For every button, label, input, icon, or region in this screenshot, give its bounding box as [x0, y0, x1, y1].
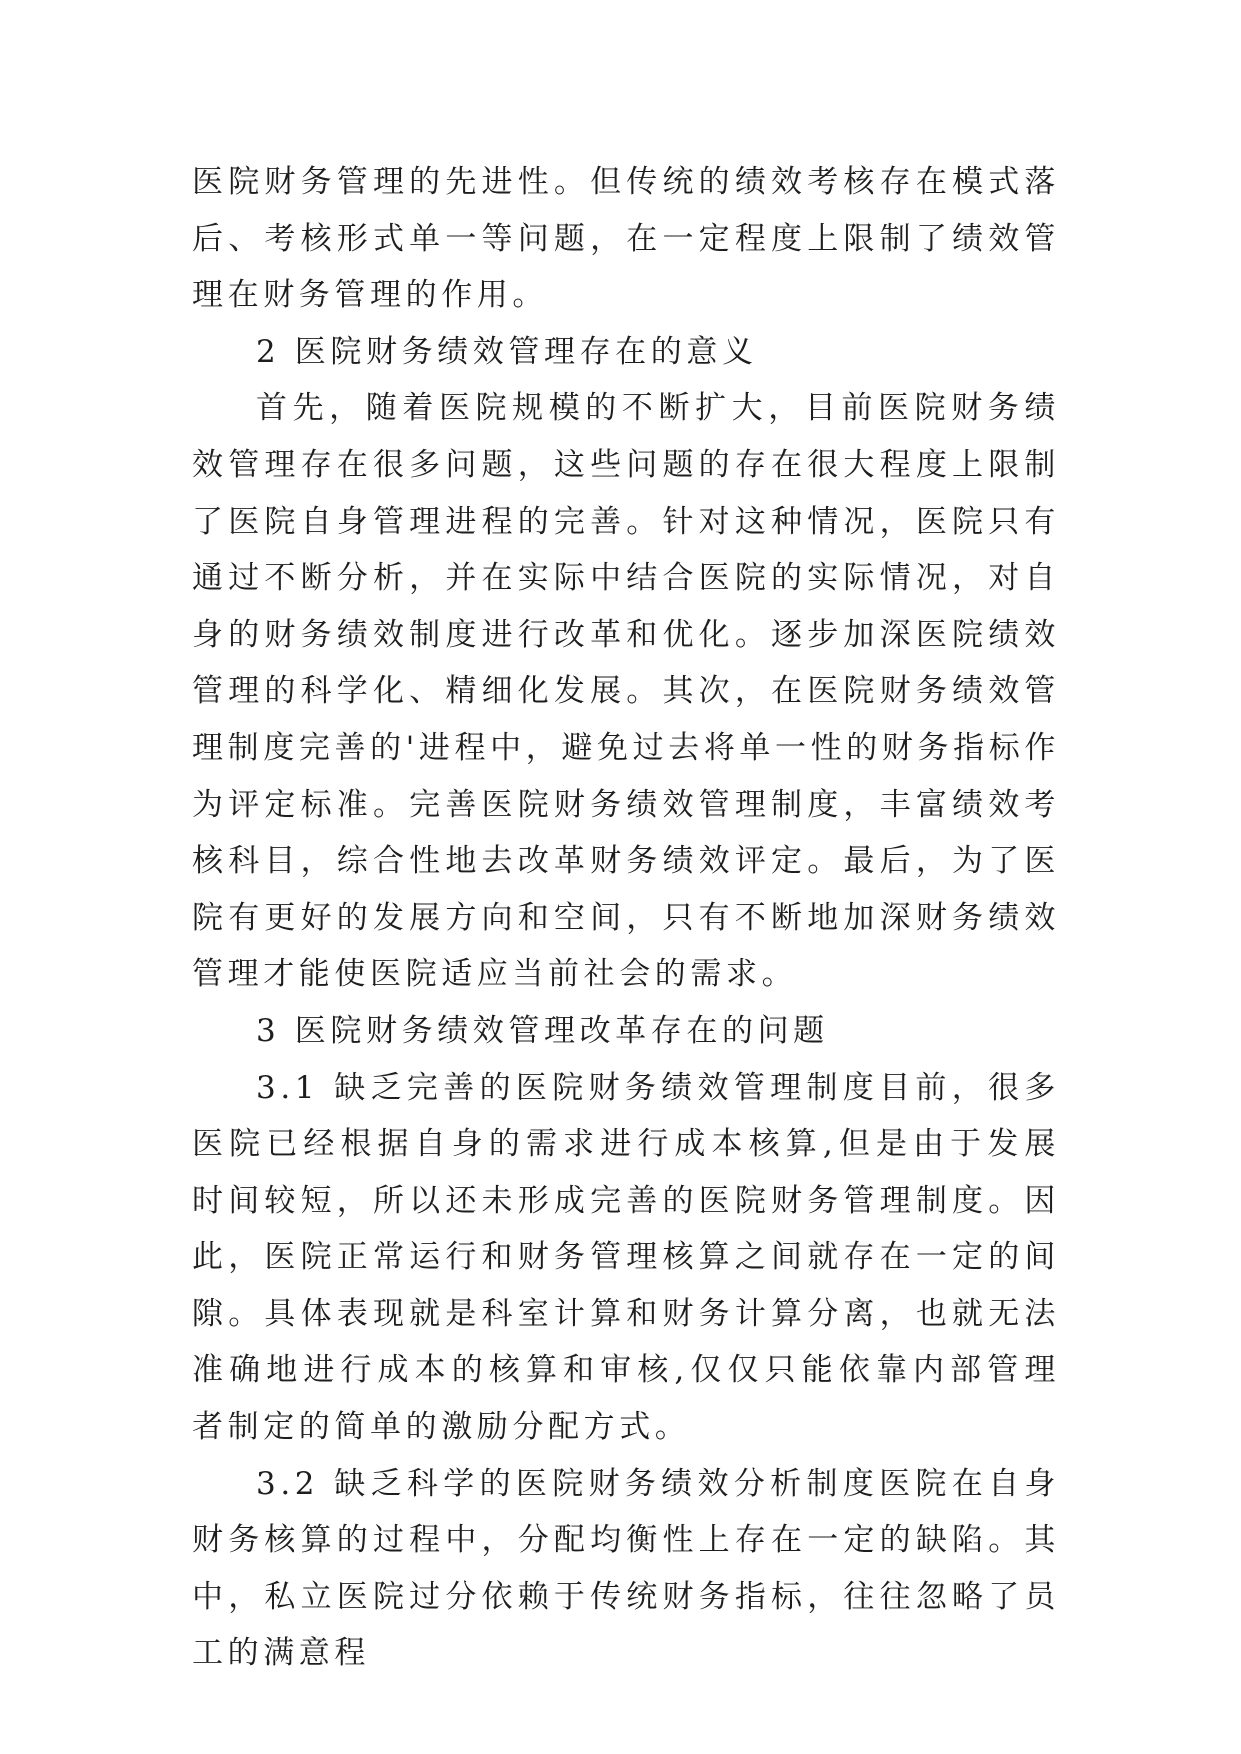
document-body: [192, 154, 1060, 1682]
section-heading-2: 2 医院财务绩效管理存在的意义: [256, 333, 758, 370]
paragraph-3-1: 3.1 缺乏完善的医院财务绩效管理制度目前，很多医院已经根据自身的需求进行成本核算,但是由于发展时间较短，所以还未形成完善的医院财务管理制度。因此，医院正常运行和财务管理核算之间就存在一定的间隙。具体表现就是科室计算和财务计算分离，也就无法准确地进行成本的核算和审核,仅仅只能依靠内部管理者制定的简单的激励分配方式。: [192, 1069, 1060, 1446]
section-heading-3: 3 医院财务绩效管理改革存在的问题: [256, 1012, 829, 1049]
paragraph-significance: 首先，随着医院规模的不断扩大，目前医院财务绩效管理存在很多问题，这些问题的存在很大程度上限制了医院自身管理进程的完善。针对这种情况，医院只有通过不断分析，并在实际中结合医院的实际情况，对自身的财务绩效制度进行改革和优化。逐步加深医院绩效管理的科学化、精细化发展。其次，在医院财务绩效管理制度完善的'进程中，避免过去将单一性的财务指标作为评定标准。完善医院财务绩效管理制度，丰富绩效考核科目，综合性地去改革财务绩效评定。最后，为了医院有更好的发展方向和空间，只有不断地加深财务绩效管理才能使医院适应当前社会的需求。: [192, 390, 1060, 993]
paragraph-continuation: 医院财务管理的先进性。但传统的绩效考核存在模式落后、考核形式单一等问题，在一定程度上限制了绩效管理在财务管理的作用。: [192, 164, 1060, 314]
paragraph-3-2: 3.2 缺乏科学的医院财务绩效分析制度医院在自身财务核算的过程中，分配均衡性上存在一定的缺陷。其中，私立医院过分依赖于传统财务指标，往往忽略了员工的满意程: [192, 1465, 1060, 1672]
